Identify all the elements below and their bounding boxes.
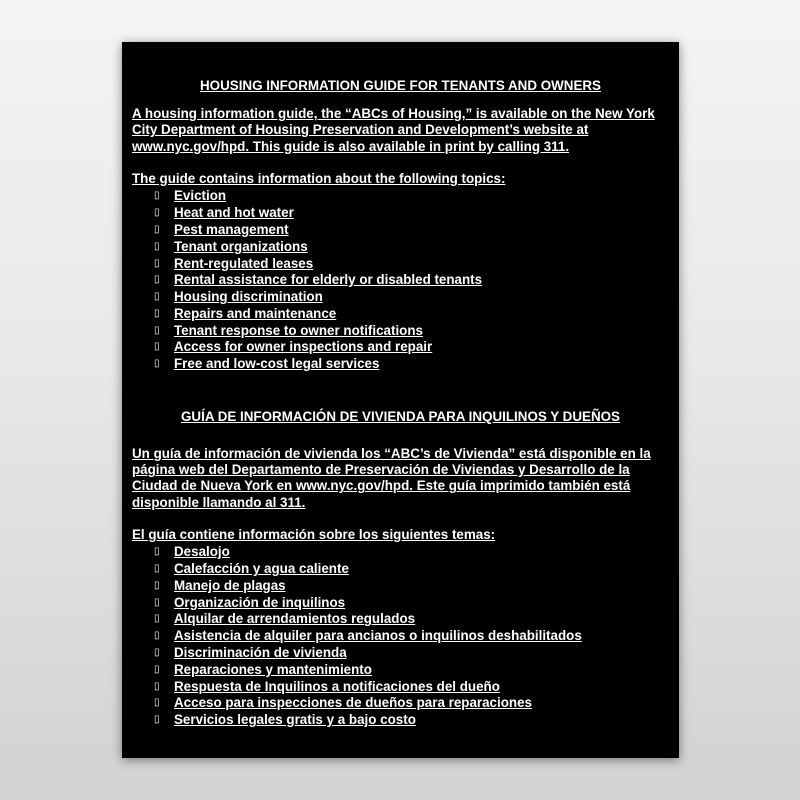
bullet-icon: ▯ xyxy=(154,291,160,303)
list-item xyxy=(132,272,669,289)
list-item xyxy=(132,238,669,255)
topic-label: Servicios legales gratis y a bajo costo xyxy=(174,712,416,728)
list-item xyxy=(132,712,669,729)
english-topic-list xyxy=(132,188,669,373)
topic-label: Heat and hot water xyxy=(174,205,294,221)
topic-label: Access for owner inspections and repair xyxy=(174,339,433,355)
list-item xyxy=(132,289,669,306)
list-item xyxy=(132,645,669,662)
bullet-icon: ▯ xyxy=(154,663,160,675)
list-item xyxy=(132,222,669,239)
bullet-icon: ▯ xyxy=(154,324,160,336)
topic-label: Manejo de plagas xyxy=(174,577,286,593)
bullet-icon: ▯ xyxy=(154,697,160,709)
section-spacer xyxy=(132,373,669,409)
bullet-icon: ▯ xyxy=(154,613,160,625)
topic-label: Desalojo xyxy=(174,544,230,560)
bullet-icon: ▯ xyxy=(154,257,160,269)
bullet-icon: ▯ xyxy=(154,563,160,575)
spanish-topics-intro: El guía contiene información sobre los siguientes temas: xyxy=(132,526,496,542)
topic-label: Organización de inquilinos xyxy=(174,594,346,610)
spanish-section xyxy=(132,409,669,729)
topic-label: Tenant organizations xyxy=(174,238,308,254)
topic-label: Repairs and maintenance xyxy=(174,305,337,321)
list-item xyxy=(132,306,669,323)
list-item xyxy=(132,628,669,645)
bullet-icon: ▯ xyxy=(154,207,160,219)
topic-label: Alquilar de arrendamientos regulados xyxy=(174,611,416,627)
topic-label: Tenant response to owner notifications xyxy=(174,322,423,338)
bullet-icon: ▯ xyxy=(154,190,160,202)
topic-label: Respuesta de Inquilinos a notificaciones del dueño xyxy=(174,678,500,694)
list-item xyxy=(132,578,669,595)
list-item xyxy=(132,255,669,272)
english-section xyxy=(132,78,669,373)
list-item xyxy=(132,544,669,561)
topic-label: Pest management xyxy=(174,221,289,237)
bullet-icon: ▯ xyxy=(154,680,160,692)
spanish-topic-list xyxy=(132,544,669,729)
bullet-icon: ▯ xyxy=(154,630,160,642)
topic-label: Housing discrimination xyxy=(174,289,323,305)
bullet-icon: ▯ xyxy=(154,714,160,726)
topic-label: Calefacción y agua caliente xyxy=(174,561,349,577)
topic-label: Free and low-cost legal services xyxy=(174,356,380,372)
topic-label: Reparaciones y mantenimiento xyxy=(174,661,372,677)
bullet-icon: ▯ xyxy=(154,579,160,591)
bullet-icon: ▯ xyxy=(154,274,160,286)
list-item xyxy=(132,322,669,339)
english-title: HOUSING INFORMATION GUIDE FOR TENANTS AND OWNERS xyxy=(200,78,601,93)
list-item xyxy=(132,356,669,373)
bullet-icon: ▯ xyxy=(154,307,160,319)
document-page xyxy=(122,42,679,758)
spanish-paragraph: Un guía de información de vivienda los “ABC’s de Vivienda” está disponible en la página web del Departamento de Preservación de Viviendas y Desarrollo de la Ciudad de Nueva York en www.nyc.gov/hpd. Este guía imprimido también está disponible llamando al 311. xyxy=(132,445,651,510)
bullet-icon: ▯ xyxy=(154,240,160,252)
list-item xyxy=(132,662,669,679)
list-item xyxy=(132,695,669,712)
bullet-icon: ▯ xyxy=(154,358,160,370)
spanish-title: GUÍA DE INFORMACIÓN DE VIVIENDA PARA INQUILINOS Y DUEÑOS xyxy=(181,408,620,424)
bullet-icon: ▯ xyxy=(154,341,160,353)
list-item xyxy=(132,611,669,628)
list-item xyxy=(132,594,669,611)
topic-label: Asistencia de alquiler para ancianos o inquilinos deshabilitados xyxy=(174,628,582,644)
bullet-icon: ▯ xyxy=(154,647,160,659)
topic-label: Acceso para inspecciones de dueños para reparaciones xyxy=(174,695,532,711)
bullet-icon: ▯ xyxy=(154,223,160,235)
english-paragraph: A housing information guide, the “ABCs of Housing,” is available on the New York City Department of Housing Preservation and Development’s website at www.nyc.gov/hpd. This guide is also available in print by calling 311. xyxy=(132,106,655,154)
list-item xyxy=(132,561,669,578)
english-topics-intro: The guide contains information about the following topics: xyxy=(132,170,506,186)
topic-label: Eviction xyxy=(174,188,227,204)
topic-label: Rent-regulated leases xyxy=(174,255,314,271)
list-item xyxy=(132,678,669,695)
topic-label: Discriminación de vivienda xyxy=(174,645,347,661)
list-item xyxy=(132,188,669,205)
bullet-icon: ▯ xyxy=(154,546,160,558)
bullet-icon: ▯ xyxy=(154,596,160,608)
list-item xyxy=(132,205,669,222)
topic-label: Rental assistance for elderly or disabled tenants xyxy=(174,272,483,288)
list-item xyxy=(132,339,669,356)
